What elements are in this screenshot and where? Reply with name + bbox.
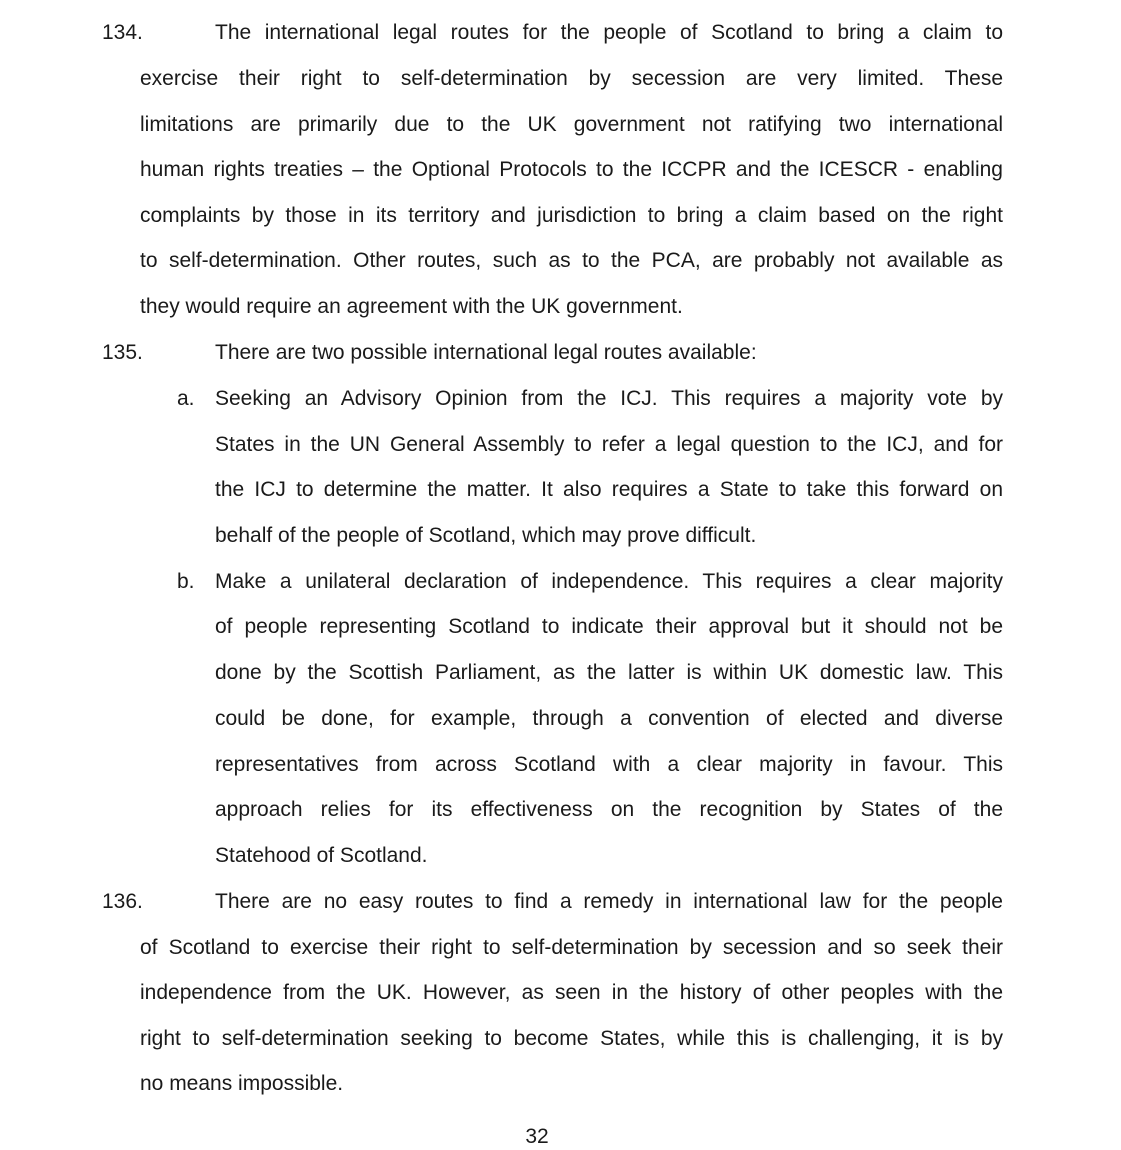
paragraph-136-line-2: of Scotland to exercise their right to self-determination by secession and so seek their (140, 936, 1003, 959)
item-b-line-1: Make a unilateral declaration of independence. This requires a clear majority (215, 570, 1003, 593)
page-number: 32 (525, 1125, 549, 1148)
list-marker-a: a. (177, 387, 195, 410)
paragraph-136-line-5: no means impossible. (140, 1072, 344, 1095)
paragraph-number-135: 135. (102, 341, 143, 364)
item-a-line-4: behalf of the people of Scotland, which may prove difficult. (215, 524, 757, 547)
item-b-line-4: could be done, for example, through a convention of elected and diverse (215, 707, 1003, 730)
paragraph-134-line-1: The international legal routes for the people of Scotland to bring a claim to (215, 21, 1003, 44)
item-a-line-2: States in the UN General Assembly to refer a legal question to the ICJ, and for (215, 433, 1003, 456)
item-b-line-7: Statehood of Scotland. (215, 844, 428, 867)
item-b-line-6: approach relies for its effectiveness on the recognition by States of the (215, 798, 1003, 821)
paragraph-134-line-6: to self-determination. Other routes, such as to the PCA, are probably not available as (140, 249, 1003, 272)
paragraph-134-line-5: complaints by those in its territory and jurisdiction to bring a claim based on the right (140, 204, 1003, 227)
paragraph-134-line-2: exercise their right to self-determination by secession are very limited. These (140, 67, 1003, 90)
paragraph-number-136: 136. (102, 890, 143, 913)
list-marker-b: b. (177, 570, 195, 593)
item-a-line-1: Seeking an Advisory Opinion from the ICJ. This requires a majority vote by (215, 387, 1003, 410)
item-a-line-3: the ICJ to determine the matter. It also requires a State to take this forward on (215, 478, 1003, 501)
paragraph-136-line-1: There are no easy routes to find a remedy in international law for the people (215, 890, 1003, 913)
paragraph-number-134: 134. (102, 21, 143, 44)
paragraph-134-line-4: human rights treaties – the Optional Protocols to the ICCPR and the ICESCR - enabling (140, 158, 1003, 181)
paragraph-135-line-1: There are two possible international legal routes available: (215, 341, 757, 364)
paragraph-136-line-3: independence from the UK. However, as seen in the history of other peoples with the (140, 981, 1003, 1004)
paragraph-134-line-3: limitations are primarily due to the UK government not ratifying two international (140, 113, 1003, 136)
paragraph-134-line-7: they would require an agreement with the UK government. (140, 295, 683, 318)
item-b-line-2: of people representing Scotland to indicate their approval but it should not be (215, 615, 1003, 638)
item-b-line-3: done by the Scottish Parliament, as the latter is within UK domestic law. This (215, 661, 1003, 684)
item-b-line-5: representatives from across Scotland with a clear majority in favour. This (215, 753, 1003, 776)
paragraph-136-line-4: right to self-determination seeking to become States, while this is challenging, it is by (140, 1027, 1003, 1050)
